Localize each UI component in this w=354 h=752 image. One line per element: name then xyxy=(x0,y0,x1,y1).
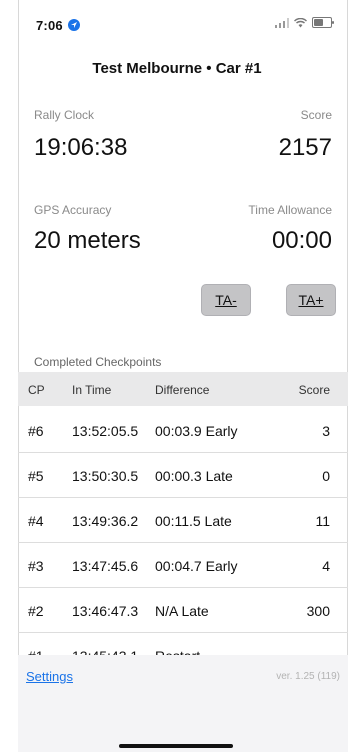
signal-icon xyxy=(275,18,289,28)
cell-cp: #4 xyxy=(28,513,44,529)
ta-plus-button[interactable]: TA+ xyxy=(286,284,336,316)
column-header-difference: Difference xyxy=(155,383,210,397)
column-header-in-time: In Time xyxy=(72,383,112,397)
cell-in-time: 13:46:47.3 xyxy=(72,603,139,619)
status-icons xyxy=(275,17,332,28)
cell-in-time: 13:52:05.5 xyxy=(72,423,139,439)
table-row xyxy=(18,588,348,633)
status-time: 7:06 xyxy=(36,18,63,33)
rally-clock-value: 19:06:38 xyxy=(34,134,128,161)
score-label: Score xyxy=(300,108,332,122)
cell-in-time: 13:50:30.5 xyxy=(72,468,139,484)
status-bar xyxy=(0,0,354,50)
ta-minus-button[interactable]: TA- xyxy=(201,284,251,316)
table-row xyxy=(18,543,348,588)
table-header xyxy=(18,372,348,406)
cell-score: 11 xyxy=(315,513,330,529)
cell-difference: 00:04.7 Early xyxy=(155,558,238,574)
table-row xyxy=(18,453,348,498)
cell-cp: #5 xyxy=(28,468,44,484)
home-indicator[interactable] xyxy=(119,744,233,748)
checkpoint-list[interactable] xyxy=(18,408,348,677)
time-allowance-value: 00:00 xyxy=(271,227,332,254)
completed-checkpoints-label: Completed Checkpoints xyxy=(34,355,162,369)
battery-icon xyxy=(312,17,332,28)
cell-cp: #6 xyxy=(28,423,44,439)
cell-score: 4 xyxy=(322,558,330,574)
location-icon xyxy=(68,19,80,31)
cell-score: 3 xyxy=(322,423,330,439)
cell-difference: 00:00.3 Late xyxy=(155,468,233,484)
cell-score: 0 xyxy=(322,468,330,484)
gps-accuracy-value: 20 meters xyxy=(34,227,141,254)
cell-score: 300 xyxy=(306,603,330,619)
cell-difference: 00:03.9 Early xyxy=(155,423,238,439)
score-value: 2157 xyxy=(278,134,332,161)
column-header-score: Score xyxy=(298,383,330,397)
version-text: ver. 1.25 (119) xyxy=(276,671,340,682)
cell-difference: 00:11.5 Late xyxy=(155,513,232,529)
wifi-icon xyxy=(294,18,307,28)
column-header-cp: CP xyxy=(28,383,45,397)
settings-link[interactable]: Settings xyxy=(26,669,73,684)
cell-in-time: 13:49:36.2 xyxy=(72,513,139,529)
table-row xyxy=(18,498,348,543)
cell-cp: #2 xyxy=(28,603,44,619)
table-row xyxy=(18,408,348,453)
cell-difference: N/A Late xyxy=(155,603,209,619)
page-title: Test Melbourne • Car #1 xyxy=(92,60,262,77)
cell-cp: #3 xyxy=(28,558,44,574)
rally-clock-label: Rally Clock xyxy=(34,108,95,122)
gps-accuracy-label: GPS Accuracy xyxy=(34,203,112,217)
time-allowance-label: Time Allowance xyxy=(248,203,332,217)
cell-in-time: 13:47:45.6 xyxy=(72,558,139,574)
